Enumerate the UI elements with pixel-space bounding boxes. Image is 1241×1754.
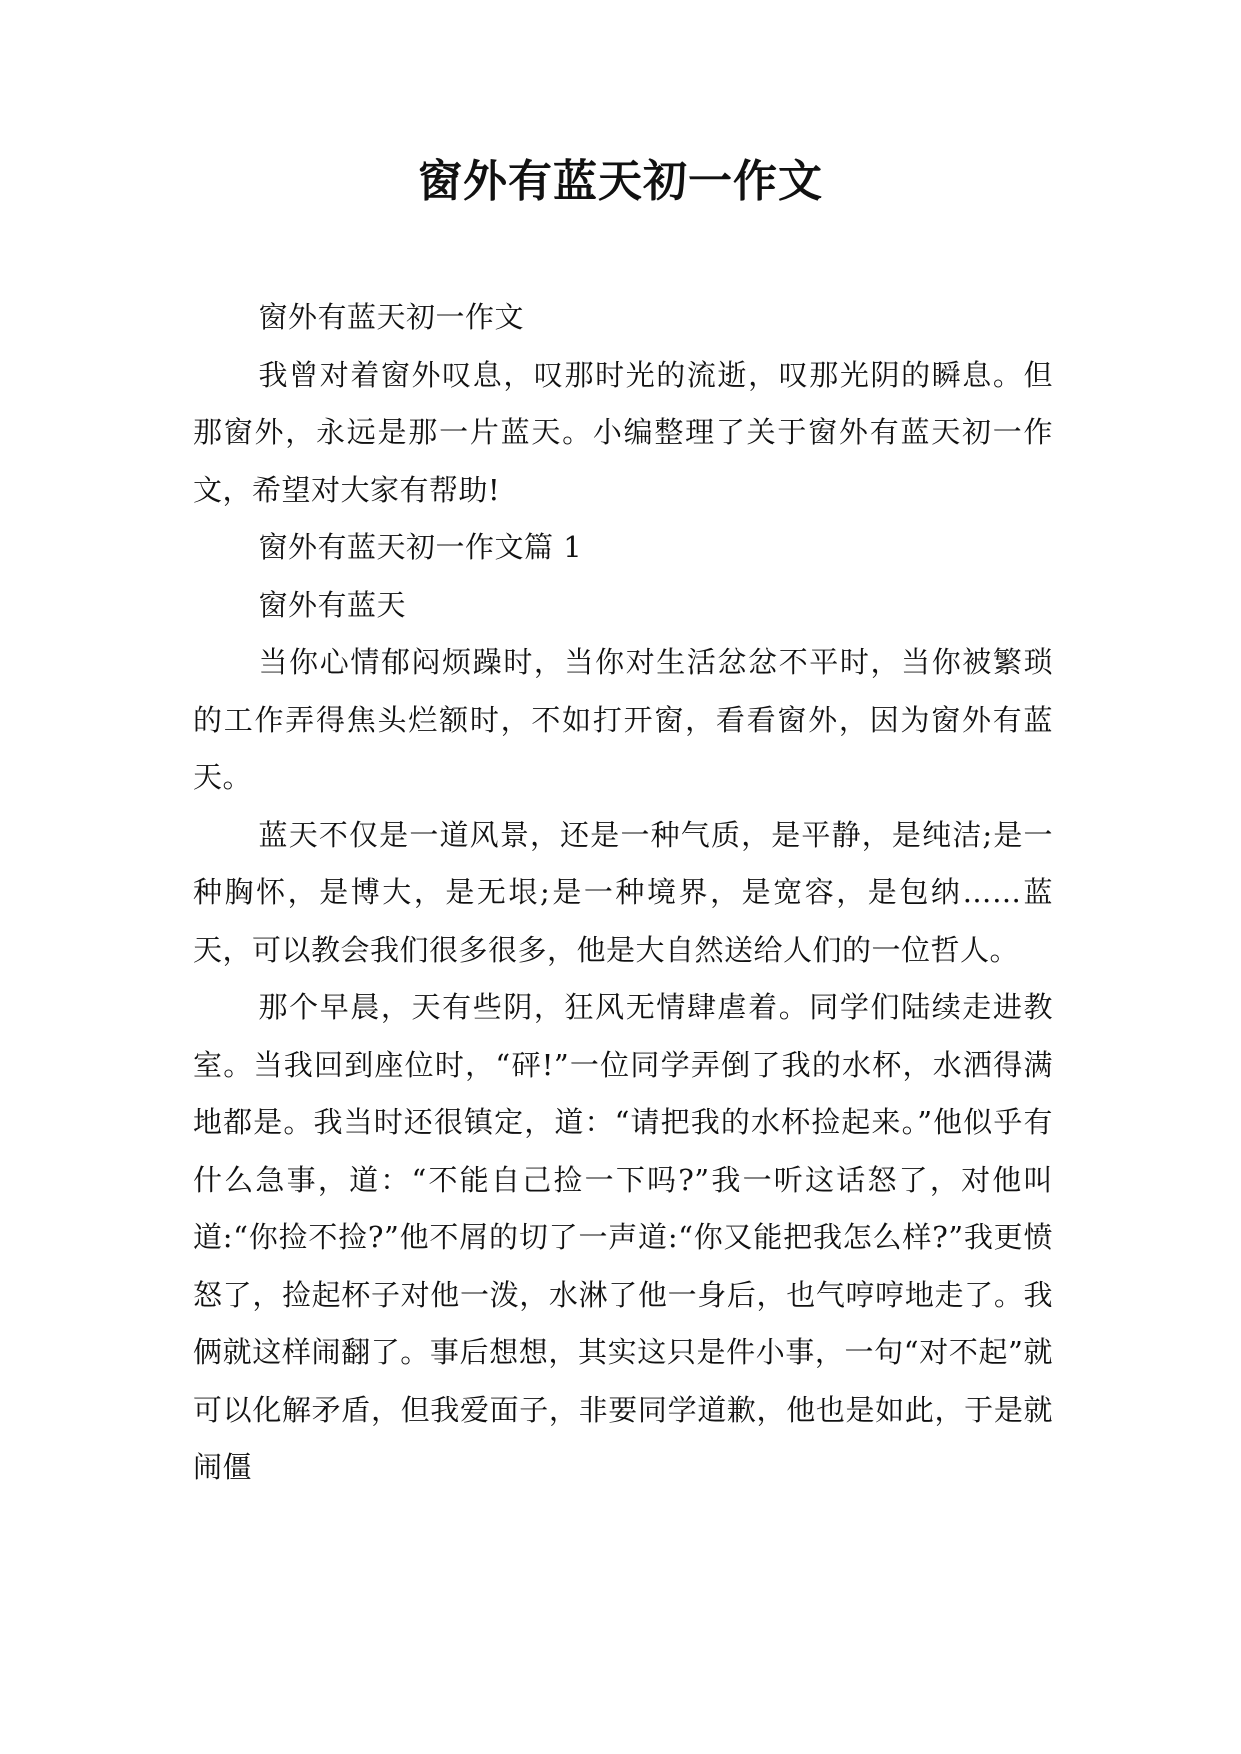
paragraph-body-2: 蓝天不仅是一道风景，还是一种气质，是平静，是纯洁;是一种胸怀，是博大，是无垠;是一种境界，是宽容，是包纳……蓝天，可以教会我们很多很多，他是大自然送给人们的一位哲人。 <box>193 817 1053 967</box>
paragraph-subtitle: 窗外有蓝天初一作文 <box>258 300 525 334</box>
paragraph-section-heading: 窗外有蓝天初一作文篇 1 <box>258 530 583 564</box>
document-title: 窗外有蓝天初一作文 <box>418 156 823 207</box>
paragraph-body-1: 当你心情郁闷烦躁时，当你对生活忿忿不平时，当你被繁琐的工作弄得焦头烂额时，不如打开窗，看看窗外，因为窗外有蓝天。 <box>193 645 1053 794</box>
paragraph-intro: 我曾对着窗外叹息，叹那时光的流逝，叹那光阴的瞬息。但那窗外，永远是那一片蓝天。小编整理了关于窗外有蓝天初一作文，希望对大家有帮助! <box>193 357 1053 507</box>
paragraph-essay-title: 窗外有蓝天 <box>258 587 407 622</box>
document-body <box>193 289 1053 1497</box>
paragraph-body-3: 那个早晨，天有些阴，狂风无情肆虐着。同学们陆续走进教室。当我回到座位时，“砰!”一位同学弄倒了我的水杯，水洒得满地都是。我当时还很镇定，道：“请把我的水杯捡起来。”他似乎有什么急事，道：“不能自己捡一下吗?”我一听这话怒了，对他叫道:“你捡不捡?”他不屑的切了一声道:“你又能把我怎么样?”我更愤怒了，捡起杯子对他一泼，水淋了他一身后，也气哼哼地走了。我俩就这样闹翻了。事后想想，其实这只是件小事，一句“对不起”就可以化解矛盾，但我爱面子，非要同学道歉，他也是如此，于是就闹僵 <box>193 990 1053 1484</box>
